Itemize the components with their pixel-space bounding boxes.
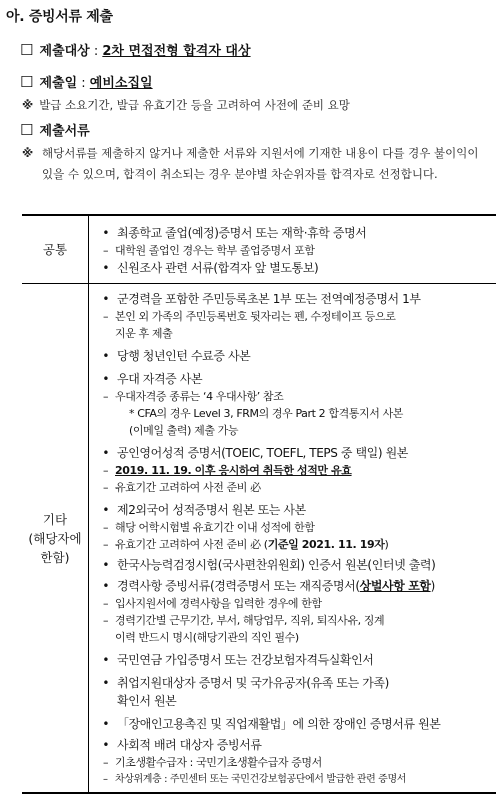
docs-label: 제출서류 [39, 124, 90, 139]
list-item: • 공인영어성적 증명서(TOEIC, TOEFL, TEPS 중 택일) 원본 [102, 446, 408, 460]
list-subitem: – 차상위계층 : 주민센터 또는 국민건강보험공단에서 발급한 관련 증명서 [103, 774, 406, 785]
other-items [89, 284, 497, 794]
list-subitem: – 유효기간 고려하여 사전 준비 必 (기준일 2021. 11. 19자) [103, 538, 389, 551]
list-subitem: * CFA의 경우 Level 3, FRM의 경우 Part 2 합격통지서 사본 [129, 407, 404, 420]
date-note [22, 97, 350, 113]
list-item: • 우대 자격증 사본 [102, 372, 203, 386]
date-label: 제출일 [39, 76, 78, 91]
note-mark: ※ [22, 146, 34, 160]
table-row-other [22, 284, 496, 794]
list-item: • 사회적 배려 대상자 증빙서류 [102, 738, 262, 752]
documents-table [22, 214, 496, 794]
list-subitem-cont: (이메일 출력) 제출 가능 [129, 424, 239, 437]
list-item: • 군경력을 포함한 주민등록초본 1부 또는 전역예정증명서 1부 [102, 292, 421, 306]
docs-note [22, 143, 492, 185]
list-item: • 당행 청년인턴 수료증 사본 [102, 349, 251, 363]
common-items [89, 215, 497, 284]
list-subitem: – 우대자격증 종류는 ‘4 우대사항’ 참조 [103, 390, 284, 403]
list-item: • 신원조사 관련 서류(합격자 앞 별도통보) [102, 261, 319, 275]
checkbox-icon: ☐ [20, 73, 34, 91]
list-item: • 「장애인고용촉진 및 직업재활법」에 의한 장애인 증명서류 원본 [102, 717, 441, 731]
list-item: • 한국사능력검정시험(국사편찬위원회) 인증서 원본(인터넷 출력) [102, 558, 436, 572]
list-subitem: – 2019. 11. 19. 이후 응시하여 취득한 성적만 유효 [103, 464, 352, 477]
category-other: 기타 (해당자에 한함) [22, 284, 89, 794]
list-subitem: – 대학원 졸업인 경우는 학부 졸업증명서 포함 [103, 244, 315, 257]
list-subitem: – 해당 어학시험별 유효기간 이내 성적에 한함 [103, 521, 315, 534]
list-subitem: – 유효기간 고려하여 사전 준비 必 [103, 481, 261, 494]
list-item: • 취업지원대상자 증명서 및 국가유공자(유족 또는 가족) [102, 676, 389, 690]
list-subitem: – 기초생활수급자 : 국민기초생활수급자 증명서 [103, 756, 322, 769]
list-item: • 제2외국어 성적증명서 원본 또는 사본 [102, 503, 306, 517]
docs-row [20, 120, 90, 139]
checkbox-icon: ☐ [20, 121, 34, 139]
note-mark: ※ [22, 98, 34, 112]
list-subitem-cont: 지운 후 제출 [115, 327, 173, 340]
list-subitem: – 경력기간별 근무기간, 부서, 해당업무, 직위, 퇴직사유, 징계 [103, 614, 385, 627]
checkbox-icon: ☐ [20, 41, 34, 59]
list-subitem: – 본인 외 가족의 주민등록번호 뒷자리는 펜, 수정테이프 등으로 [103, 310, 396, 323]
list-subitem-cont: 이력 반드시 명시(해당기관의 직인 필수) [115, 631, 299, 644]
target-row: ☐ 제출대상 : 2차 면접전형 합격자 대상 [20, 41, 251, 59]
list-item-cont: 확인서 원본 [117, 694, 177, 708]
category-common: 공통 [22, 215, 89, 284]
docs-note-text: 해당서류를 제출하지 않거나 제출한 서류와 지원서에 기재한 내용이 다를 경우 불이익이 있을 수 있으며, 합격이 취소되는 경우 분야별 차순위자를 합격자로 선정합니다. [42, 146, 479, 181]
target-label: 제출대상 [39, 44, 90, 59]
table-row-common [22, 215, 496, 284]
section-title: 아. 증빙서류 제출 [6, 9, 113, 25]
list-item: • 최종학교 졸업(예정)증명서 또는 재학·휴학 증명서 [102, 226, 367, 240]
target-value: 2차 면접전형 합격자 대상 [102, 44, 251, 59]
list-subitem: – 입사지원서에 경력사항을 입력한 경우에 한함 [103, 597, 322, 610]
list-item: • 경력사항 증빙서류(경력증명서 또는 재직증명서(상벌사항 포함) [102, 579, 435, 593]
date-note-text: 발급 소요기간, 발급 유효기간 등을 고려하여 사전에 준비 요망 [39, 98, 350, 112]
date-value: 예비소집일 [89, 76, 153, 91]
list-item: • 국민연금 가입증명서 또는 건강보험자격득실확인서 [102, 653, 374, 667]
date-row: ☐ 제출일 : 예비소집일 [20, 73, 153, 91]
